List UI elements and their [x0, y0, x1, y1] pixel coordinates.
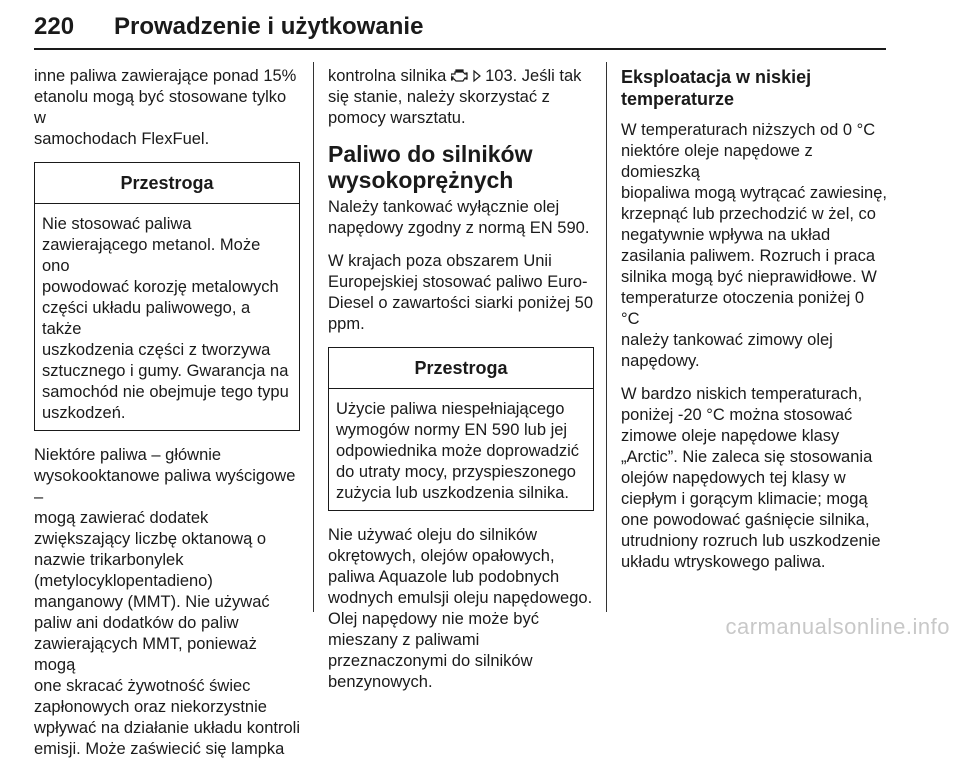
paragraph: W krajach poza obszarem Unii Europejskiej stosować paliwo Euro- Diesel o zawartości siarki poniżej 50 ppm. [328, 252, 594, 333]
column-divider [606, 62, 607, 612]
paragraph: kontrolna silnika 103. Jeśli tak się stanie, należy skorzystać z pomocy warsztatu. [328, 67, 582, 127]
caution-title: Przestroga [35, 163, 299, 204]
paragraph: W temperaturach niższych od 0 °C niektóre oleje napędowe z domieszką biopaliwa mogą wytrącać zawiesinę, krzepnąć lub przechodzić w żel, co negatywnie wpływa na układ zasilania paliwem. Rozruch i praca silnika mogą być nieprawidłowe. W temperaturze otoczenia poniżej 0 °C należy tankować zimowy olej napędowy. [621, 121, 887, 370]
column-2 [328, 66, 594, 705]
paragraph: Niektóre paliwa – głównie wysokooktanowe paliwa wyścigowe – mogą zawierać dodatek zwiększający liczbę oktanową o nazwie trikarbonylek (metylocyklopentadieno) manganowy (MMT). Nie używać paliw ani dodatków do paliw zawierających MMT, ponieważ mogą one skracać żywotność świec zapłonowych oraz niekorzystnie wpływać na działanie układu kontroli emisji. Może zaświecić się lampka [34, 446, 300, 758]
column-3 [621, 66, 887, 585]
paragraph: inne paliwa zawierające ponad 15% etanolu mogą być stosowane tylko w samochodach FlexFuel. [34, 67, 297, 148]
page-header [34, 10, 886, 50]
page-reference[interactable]: 103 [485, 67, 513, 85]
caution-text: Użycie paliwa niespełniającego wymogów normy EN 590 lub jej odpowiednika może doprowadzić do utraty mocy, przyspieszonego zużycia lub uszkodzenia silnika. [336, 400, 580, 502]
engine-warning-icon [451, 69, 468, 83]
paragraph: W bardzo niskich temperaturach, poniżej -20 °C można stosować zimowe oleje napędowe klasy „Arctic”. Nie zaleca się stosowania olejów napędowych tej klasy w ciepłym i gorącym klimacie; mogą one powodować gaśnięcie silnika, utrudniony rozruch lub uszkodzenie układu wtryskowego paliwa. [621, 385, 881, 571]
section-heading: Paliwo do silników wysokoprężnych [328, 141, 533, 193]
watermark: carmanualsonline.info [725, 614, 950, 639]
caution-box [34, 162, 300, 431]
page-number: 220 [34, 13, 75, 40]
caution-title: Przestroga [329, 348, 593, 389]
column-1 [34, 66, 300, 772]
paragraph: Należy tankować wyłącznie olej napędowy zgodny z normą EN 590. [328, 198, 590, 237]
paragraph: Nie używać oleju do silników okrętowych, olejów opałowych, paliwa Aquazole lub podobnych wodnych emulsji oleju napędowego. Olej napędowy nie może być mieszany z paliwami przeznaczonymi do silników benzynowych. [328, 526, 593, 691]
caution-text: Nie stosować paliwa zawierającego metanol. Może ono powodować korozję metalowych części układu paliwowego, a także uszkodzenia części z tworzywa sztucznego i gumy. Gwarancja na samochód nie obejmuje tego typu uszkodzeń. [42, 215, 289, 422]
column-divider [313, 62, 314, 612]
page-reference-arrow-icon [473, 69, 481, 83]
caution-box [328, 347, 594, 511]
subsection-heading: Eksploatacja w niskiej temperaturze [621, 67, 812, 109]
chapter-title: Prowadzenie i użytkowanie [114, 13, 424, 40]
